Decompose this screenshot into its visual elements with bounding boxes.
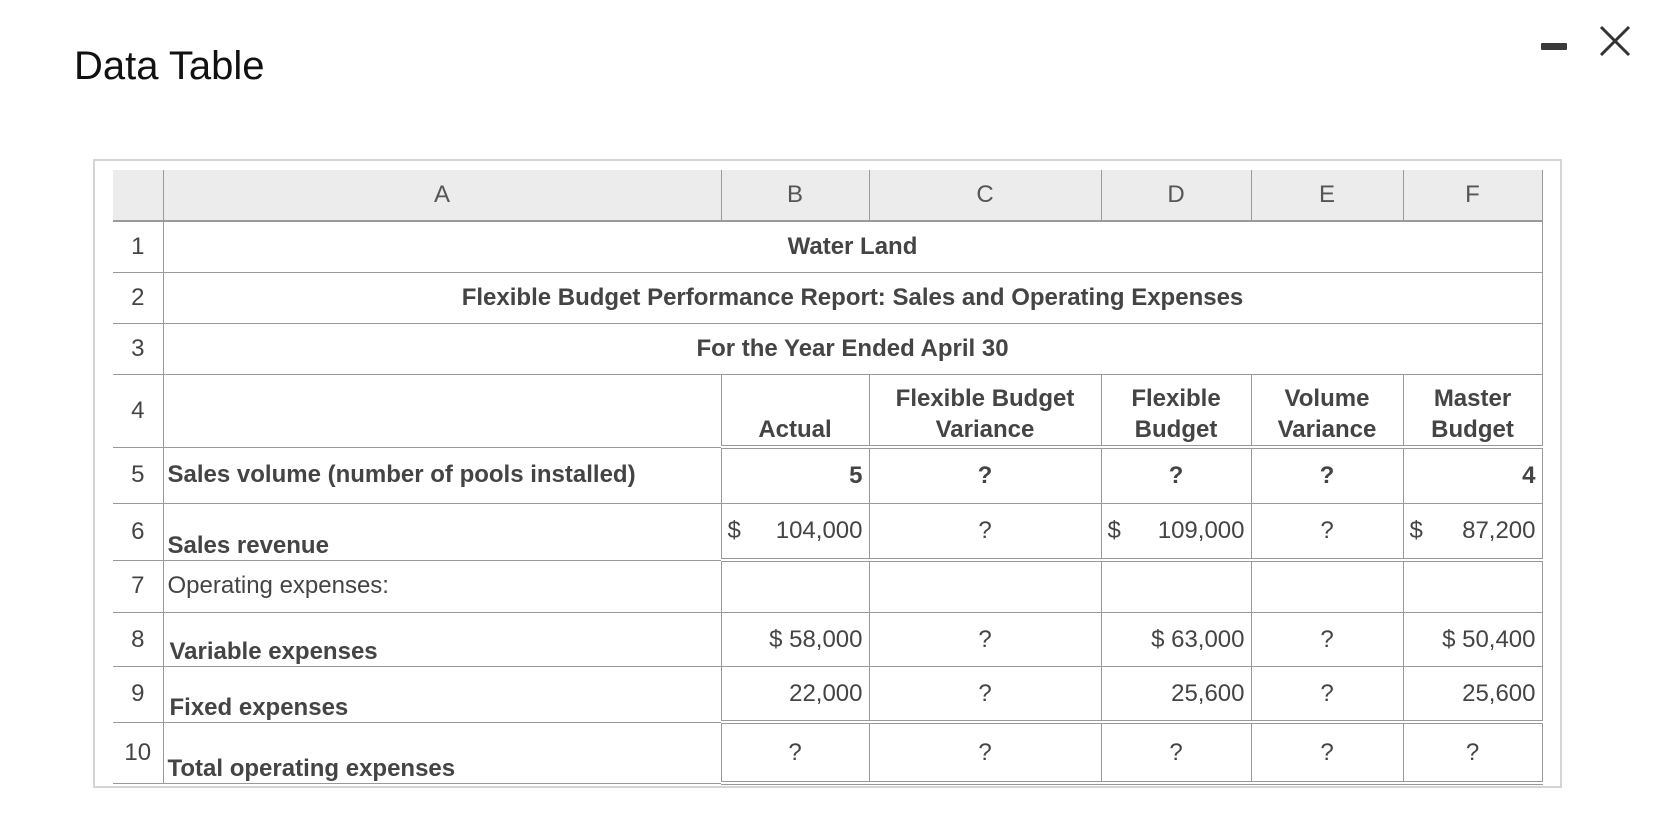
cell-fixed-expenses-fb-variance[interactable]: ? bbox=[869, 667, 1101, 723]
cell-variable-expenses-fb-variance[interactable]: ? bbox=[869, 613, 1101, 667]
corner-cell bbox=[113, 170, 163, 221]
header-flexible-budget: Flexible Budget bbox=[1101, 375, 1251, 448]
column-header-d: D bbox=[1101, 170, 1251, 221]
cell-sales-volume-volume-variance[interactable]: ? bbox=[1251, 447, 1403, 504]
row-number: 7 bbox=[113, 560, 163, 613]
cell-total-opex-fb-variance[interactable]: ? bbox=[869, 722, 1101, 783]
cell-sales-revenue-master: $ 87,200 bbox=[1403, 504, 1542, 561]
row-number: 2 bbox=[113, 273, 163, 324]
empty-cell bbox=[163, 375, 721, 448]
cell-total-opex-volume-variance[interactable]: ? bbox=[1251, 722, 1403, 783]
header-actual: Actual bbox=[721, 375, 869, 448]
cell-total-opex-master[interactable]: ? bbox=[1403, 722, 1542, 783]
table-row bbox=[113, 504, 1542, 561]
row-number: 8 bbox=[113, 613, 163, 667]
table-row bbox=[113, 667, 1542, 723]
cell-variable-expenses-master: $ 50,400 bbox=[1403, 613, 1542, 667]
cell-sales-revenue-flexible: $ 109,000 bbox=[1101, 504, 1251, 561]
row-number: 9 bbox=[113, 667, 163, 723]
cell-fixed-expenses-volume-variance[interactable]: ? bbox=[1251, 667, 1403, 723]
empty-cell bbox=[1251, 560, 1403, 613]
cell-sales-revenue-volume-variance[interactable]: ? bbox=[1251, 504, 1403, 561]
cell-variable-expenses-actual: $ 58,000 bbox=[721, 613, 869, 667]
cell-sales-volume-flexible[interactable]: ? bbox=[1101, 447, 1251, 504]
header-flexible-budget-variance: Flexible Budget Variance bbox=[869, 375, 1101, 448]
cell-fixed-expenses-flexible: 25,600 bbox=[1101, 667, 1251, 723]
cell-total-opex-actual[interactable]: ? bbox=[721, 722, 869, 783]
cell-variable-expenses-volume-variance[interactable]: ? bbox=[1251, 613, 1403, 667]
label-fixed-expenses: Fixed expenses bbox=[163, 667, 721, 723]
cell-sales-revenue-actual: $ 104,000 bbox=[721, 504, 869, 561]
cell-sales-volume-master: 4 bbox=[1403, 447, 1542, 504]
table-row bbox=[113, 722, 1542, 783]
empty-cell bbox=[869, 560, 1101, 613]
empty-cell bbox=[721, 560, 869, 613]
row-number: 4 bbox=[113, 375, 163, 448]
header-master-budget: Master Budget bbox=[1403, 375, 1542, 448]
cell-fixed-expenses-master: 25,600 bbox=[1403, 667, 1542, 723]
dialog-title: Data Table bbox=[74, 44, 265, 88]
empty-cell bbox=[1403, 560, 1542, 613]
cell-variable-expenses-flexible: $ 63,000 bbox=[1101, 613, 1251, 667]
row-number: 10 bbox=[113, 722, 163, 783]
column-header-row bbox=[113, 170, 1542, 221]
column-header-b: B bbox=[721, 170, 869, 221]
cell-total-opex-flexible[interactable]: ? bbox=[1101, 722, 1251, 783]
cell-sales-volume-actual: 5 bbox=[721, 447, 869, 504]
report-period: For the Year Ended April 30 bbox=[163, 324, 1542, 375]
label-total-operating-expenses: Total operating expenses bbox=[163, 722, 721, 783]
table-row bbox=[113, 221, 1542, 273]
spreadsheet-table bbox=[113, 170, 1543, 785]
row-number: 6 bbox=[113, 504, 163, 561]
label-sales-volume: Sales volume (number of pools installed) bbox=[163, 447, 721, 504]
label-variable-expenses: Variable expenses bbox=[163, 613, 721, 667]
row-number: 3 bbox=[113, 324, 163, 375]
table-row bbox=[113, 273, 1542, 324]
column-header-f: F bbox=[1403, 170, 1542, 221]
minimize-button[interactable] bbox=[1537, 30, 1577, 62]
cell-sales-volume-fb-variance[interactable]: ? bbox=[869, 447, 1101, 504]
company-name: Water Land bbox=[163, 221, 1542, 273]
cell-sales-revenue-fb-variance[interactable]: ? bbox=[869, 504, 1101, 561]
label-sales-revenue: Sales revenue bbox=[163, 504, 721, 561]
column-header-e: E bbox=[1251, 170, 1403, 221]
report-title: Flexible Budget Performance Report: Sales and Operating Expenses bbox=[163, 273, 1542, 324]
table-row bbox=[113, 447, 1542, 504]
table-row bbox=[113, 375, 1542, 448]
table-row bbox=[113, 560, 1542, 613]
cell-fixed-expenses-actual: 22,000 bbox=[721, 667, 869, 723]
column-header-a: A bbox=[163, 170, 721, 221]
row-number: 5 bbox=[113, 447, 163, 504]
label-operating-expenses: Operating expenses: bbox=[163, 560, 721, 613]
table-row bbox=[113, 324, 1542, 375]
close-button[interactable] bbox=[1596, 22, 1634, 60]
header-volume-variance: Volume Variance bbox=[1251, 375, 1403, 448]
table-row bbox=[113, 613, 1542, 667]
close-icon bbox=[1596, 22, 1634, 60]
minimize-icon bbox=[1541, 43, 1567, 50]
row-number: 1 bbox=[113, 221, 163, 273]
empty-cell bbox=[1101, 560, 1251, 613]
column-header-c: C bbox=[869, 170, 1101, 221]
